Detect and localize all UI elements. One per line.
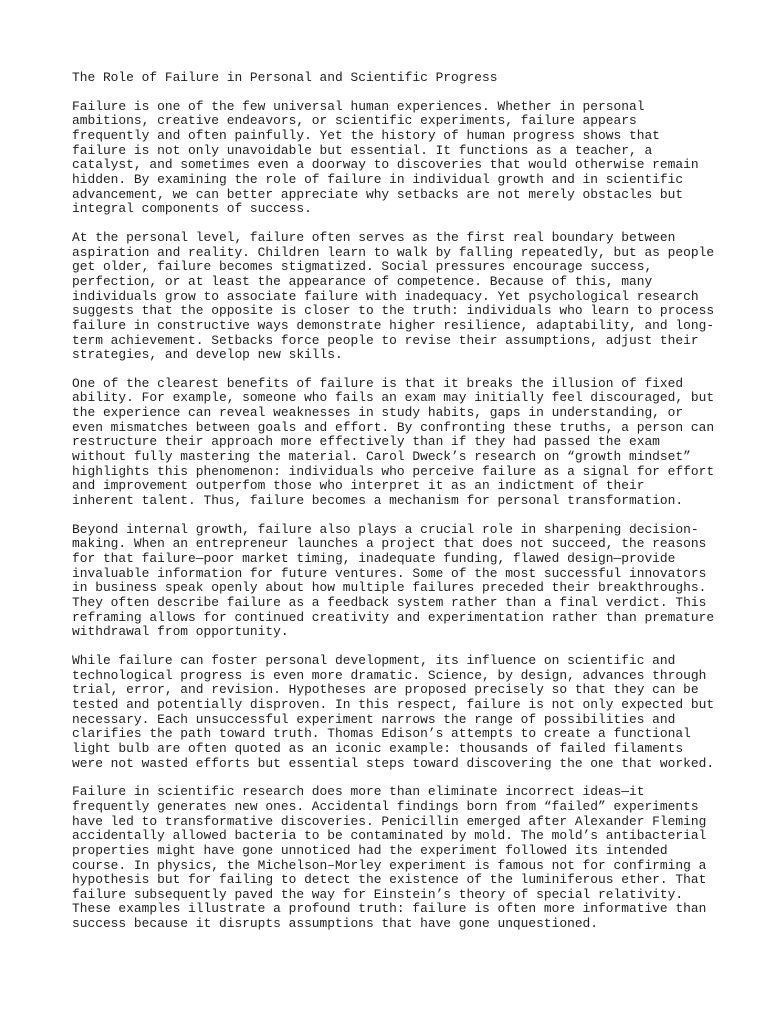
- text-line: ability. For example, someone who fails an exam may initially feel discouraged, but: [72, 390, 715, 406]
- text-line: even mismatches between goals and effort. By confronting these truths, a person can: [72, 419, 715, 435]
- paragraph-container: [72, 98, 715, 932]
- text-line: At the personal level, failure often serves as the first real boundary between: [72, 229, 676, 245]
- text-line: integral components of success.: [72, 201, 312, 217]
- text-line: term achievement. Setbacks force people to revise their assumptions, adjust their: [72, 332, 699, 348]
- paragraph: [72, 229, 715, 363]
- text-line: get older, failure becomes stigmatized. Social pressures encourage success,: [72, 259, 653, 275]
- text-line: Failure is one of the few universal human experiences. Whether in personal: [72, 98, 645, 114]
- text-line: Failure in scientific research does more than eliminate incorrect ideas—it: [72, 784, 645, 800]
- text-line: highlights this phenomenon: individuals who perceive failure as a signal for effort: [72, 463, 715, 479]
- text-line: failure subsequently paved the way for Einstein’s theory of special relativity.: [72, 886, 684, 902]
- text-line: perfection, or at least the appearance of competence. Because of this, many: [72, 273, 653, 289]
- text-line: Beyond internal growth, failure also plays a crucial role in sharpening decision-: [72, 521, 699, 537]
- paragraph: [72, 652, 715, 771]
- text-line: properties might have gone unnoticed had the experiment followed its intended: [72, 842, 668, 858]
- text-line: individuals grow to associate failure with inadequacy. Yet psychological research: [72, 288, 699, 304]
- text-line: These examples illustrate a profound truth: failure is often more informative than: [72, 901, 707, 917]
- paragraph: [72, 375, 715, 509]
- text-line: making. When an entrepreneur launches a project that does not succeed, the reasons: [72, 536, 707, 552]
- text-line: restructure their approach more effectively than if they had passed the exam: [72, 434, 660, 450]
- text-line: One of the clearest benefits of failure is that it breaks the illusion of fixed: [72, 375, 684, 391]
- text-line: course. In physics, the Michelson–Morley experiment is famous not for confirming a: [72, 857, 707, 873]
- text-line: They often describe failure as a feedback system rather than a final verdict. This: [72, 595, 707, 610]
- text-line: frequently generates new ones. Accidental findings born from “failed” experiments: [72, 798, 699, 814]
- paragraph: [72, 785, 712, 932]
- text-line: reframing allows for continued creativity and experimentation rather than premature: [72, 609, 715, 625]
- text-line: ambitions, creative endeavors, or scientific experiments, failure appears: [72, 113, 637, 129]
- text-line: hidden. By examining the role of failure in individual growth and in scientific: [72, 171, 684, 187]
- text-line: were not wasted efforts but essential steps toward discovering the one that worked.: [72, 755, 715, 771]
- text-line: advancement, we can better appreciate why setbacks are not merely obstacles but: [72, 186, 684, 202]
- text-line: success because it disrupts assumptions that have gone unquestioned.: [72, 916, 599, 932]
- text-line: catalyst, and sometimes even a doorway to discoveries that would otherwise remain: [72, 157, 699, 173]
- document-title: The Role of Failure in Personal and Scientific Progress: [72, 70, 498, 85]
- paragraph: [72, 100, 712, 217]
- text-line: frequently and often painfully. Yet the history of human progress shows that: [72, 127, 660, 143]
- text-line: light bulb are often quoted as an iconic example: thousands of failed filaments: [72, 740, 684, 756]
- text-line: suggests that the opposite is closer to the truth: individuals who learn to process: [72, 303, 715, 319]
- text-line: failure in constructive ways demonstrate higher resilience, adaptability, and long-: [72, 317, 715, 333]
- text-line: withdrawal from opportunity.: [72, 624, 289, 640]
- text-line: for that failure—poor market timing, inadequate funding, flawed design—provide: [72, 551, 676, 567]
- text-line: aspiration and reality. Children learn to walk by falling repeatedly, but as people: [72, 244, 715, 260]
- text-line: inherent talent. Thus, failure becomes a mechanism for personal transformation.: [72, 493, 684, 509]
- text-line: have led to transformative discoveries. Penicillin emerged after Alexander Fleming: [72, 813, 707, 829]
- text-line: strategies, and develop new skills.: [72, 347, 343, 363]
- text-line: technological progress is even more dramatic. Science, by design, advances through: [72, 667, 707, 683]
- text-line: necessary. Each unsuccessful experiment narrows the range of possibilities and: [72, 711, 676, 727]
- text-line: accidentally allowed bacteria to be contaminated by mold. The mold’s antibacterial: [72, 828, 707, 844]
- text-line: the experience can reveal weaknesses in study habits, gaps in understanding, or: [72, 405, 684, 421]
- text-line: failure is not only unavoidable but essential. It functions as a teacher, a: [72, 142, 653, 158]
- text-line: invaluable information for future ventures. Some of the most successful innovators: [72, 565, 707, 581]
- text-line: While failure can foster personal development, its influence on scientific and: [72, 652, 676, 668]
- text-line: and improvement outperfom those who interpret it as an indictment of their: [72, 478, 645, 494]
- text-line: tested and potentially disproven. In this respect, failure is not only expected but: [72, 696, 715, 712]
- text-line: in business speak openly about how multiple failures preceded their breakthroughs.: [72, 580, 707, 596]
- paragraph: [72, 521, 715, 640]
- text-line: without fully mastering the material. Carol Dweck’s research on “growth mindset”: [72, 449, 691, 465]
- text-line: trial, error, and revision. Hypotheses are proposed precisely so that they can be: [72, 682, 699, 698]
- document-body: [72, 70, 715, 946]
- text-line: clarifies the path toward truth. Thomas Edison’s attempts to create a functional: [72, 726, 691, 742]
- text-line: hypothesis but for failing to detect the existence of the luminiferous ether. That: [72, 872, 707, 888]
